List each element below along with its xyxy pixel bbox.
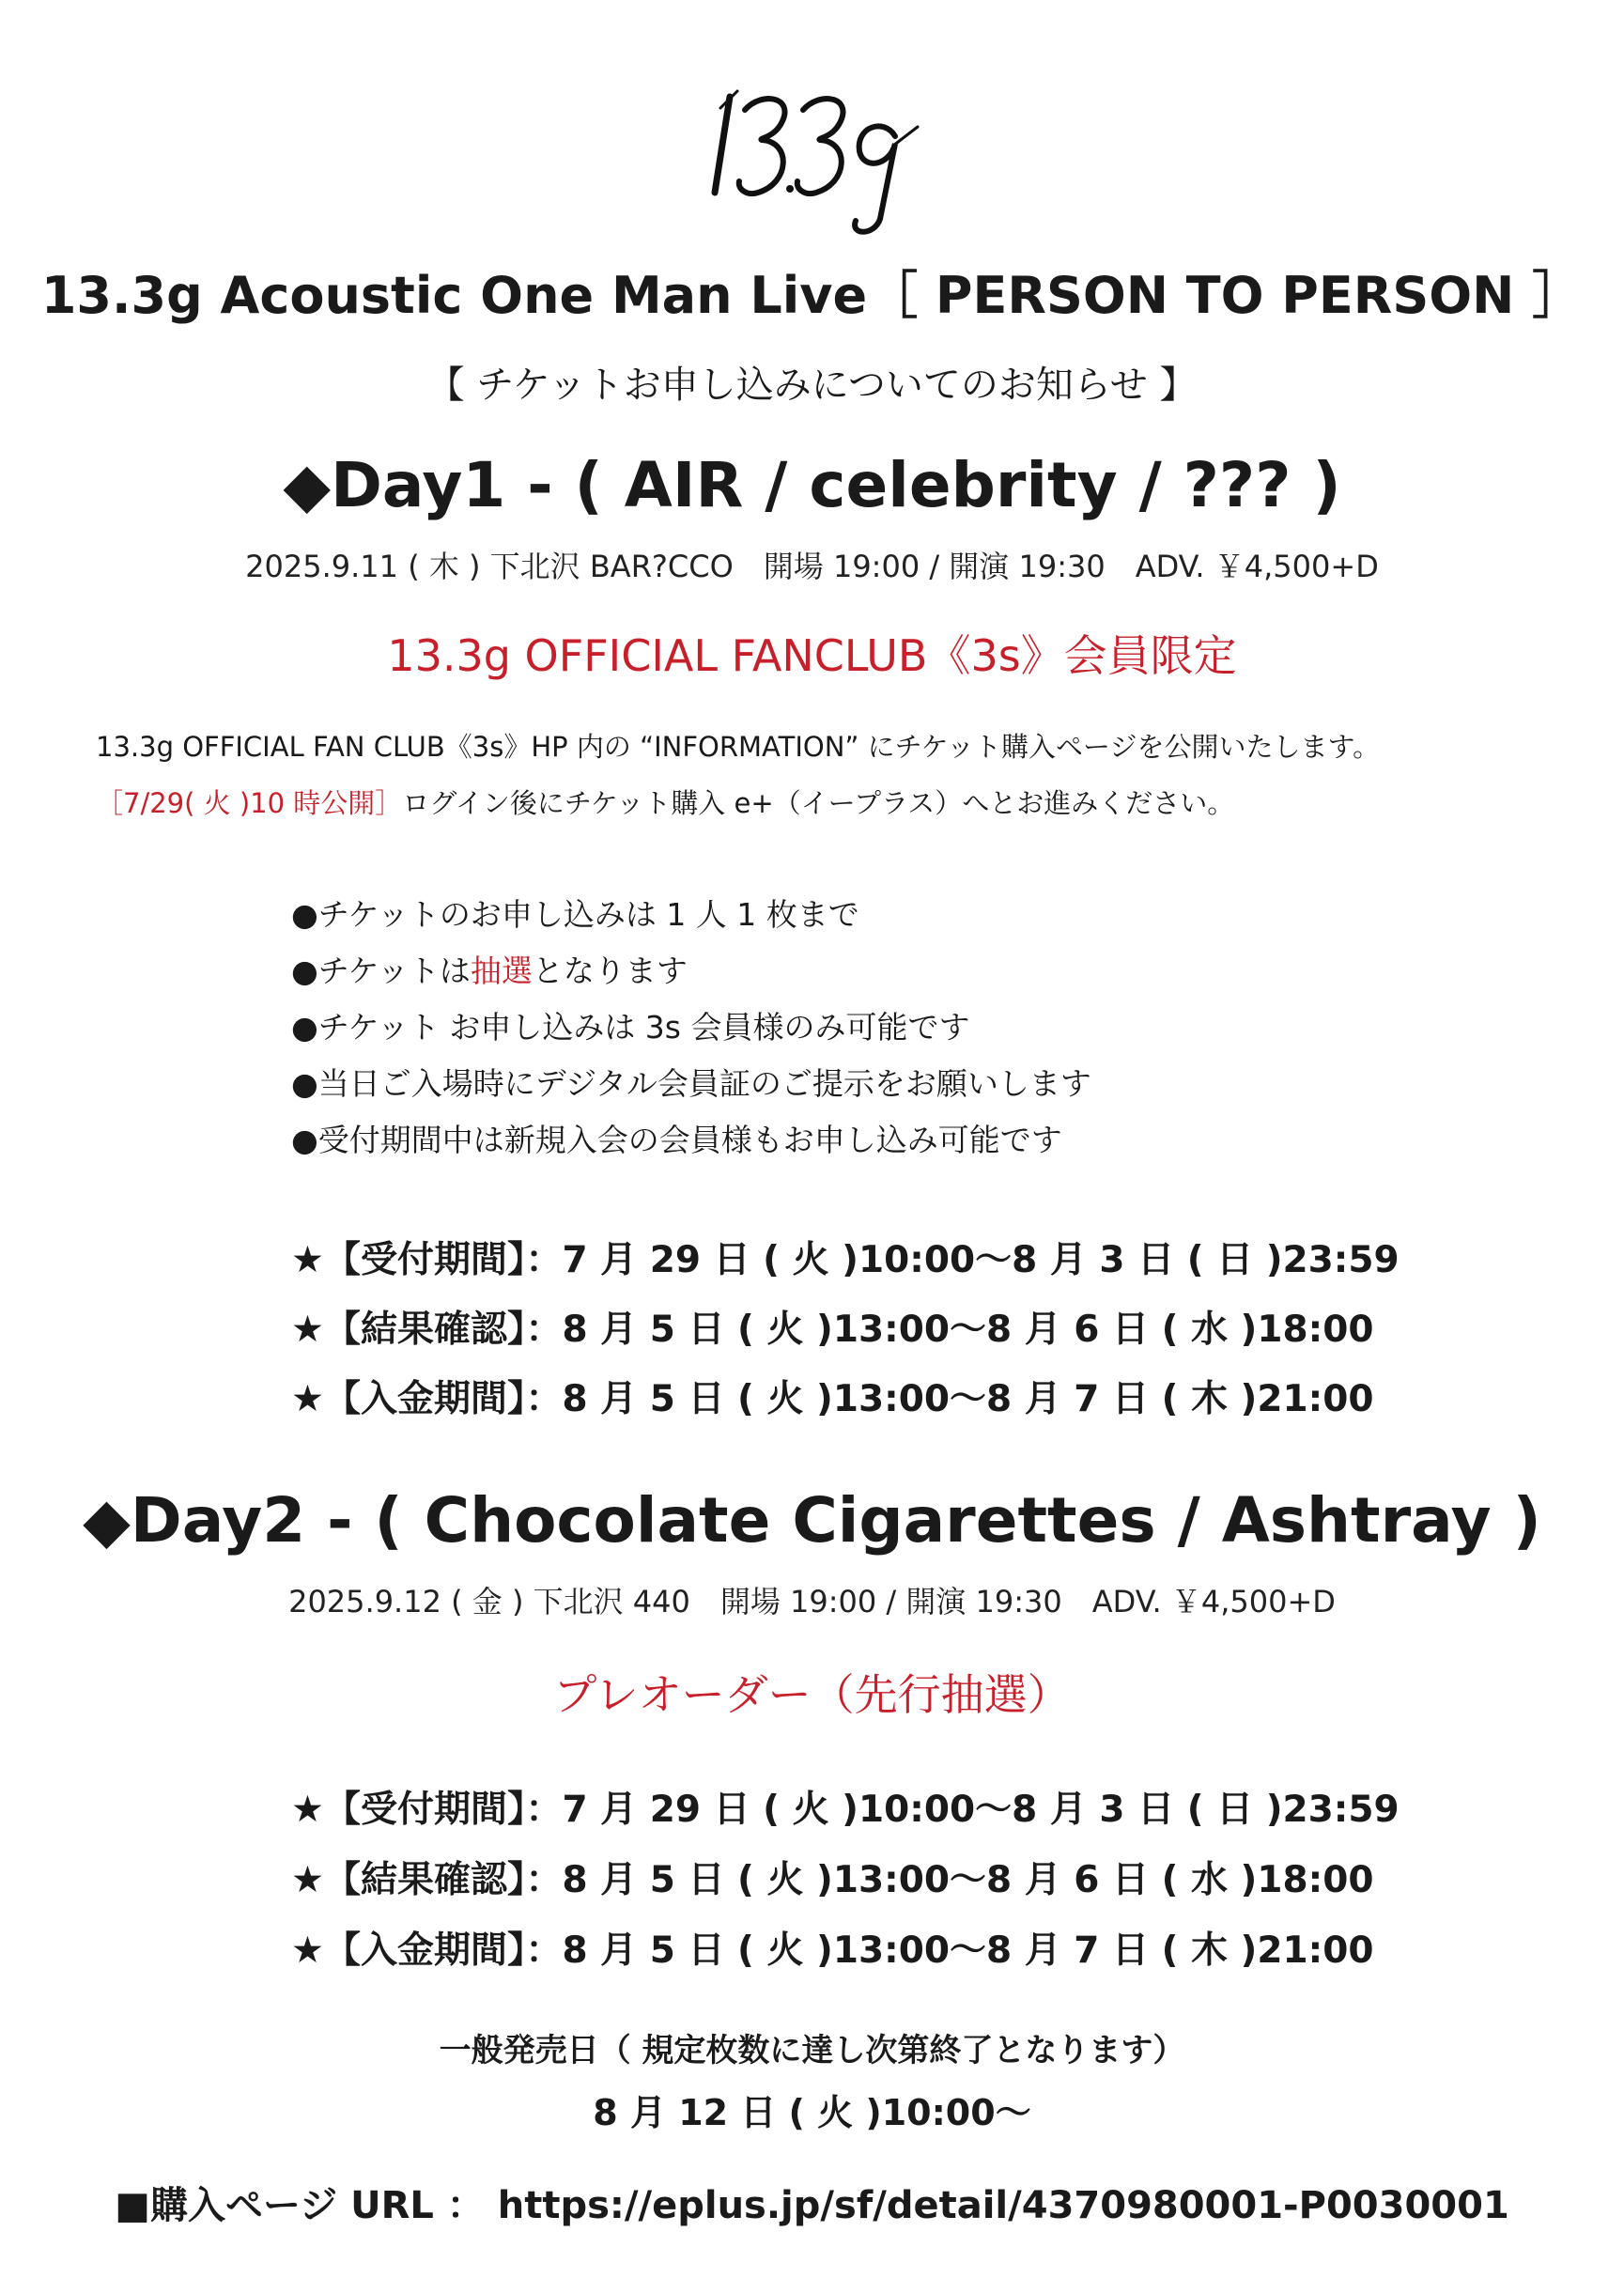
- general-sale-date: 8 月 12 日 ( 火 )10:00〜: [593, 2092, 1031, 2133]
- schedule-row: ★【受付期間】：7 月 29 日 ( 火 )10:00〜8 月 3 日 ( 日 )23:59: [291, 1239, 1400, 1281]
- day1-heading: ◆Day1 - ( AIR / celebrity / ??? ): [283, 449, 1341, 521]
- bullet-text: となります: [532, 953, 688, 989]
- page-title: 13.3g Acoustic One Man Live［ PERSON TO PERSON ］: [40, 266, 1584, 325]
- lottery-highlight: 抽選: [470, 953, 533, 989]
- day2-detail: 2025.9.12 ( 金 ) 下北沢 440 開場 19:00 / 開演 19:30 ADV. ￥4,500+D: [288, 1584, 1336, 1619]
- bullet-item: ●チケットのお申し込みは 1 人 1 枚まで: [291, 896, 859, 933]
- day1-info-line1: 13.3g OFFICIAL FAN CLUB《3s》HP 内の “INFORMATION” にチケット購入ページを公開いたします。: [96, 731, 1381, 763]
- purchase-url[interactable]: ■購入ページ URL ： https://eplus.jp/sf/detail/4370980001-P0030001: [115, 2184, 1509, 2227]
- schedule-row: ★【入金期間】：8 月 5 日 ( 火 )13:00〜8 月 7 日 ( 木 )21:00: [291, 1929, 1374, 1972]
- logo: [0, 52, 1624, 240]
- bullet-text: ●チケットは: [291, 953, 471, 989]
- bullet-item: ●チケット お申し込みは 3s 会員様のみ可能です: [291, 1009, 970, 1046]
- schedule-row: ★【結果確認】：8 月 5 日 ( 火 )13:00〜8 月 6 日 ( 水 )18:00: [291, 1309, 1374, 1351]
- bullet-item-lottery: [291, 947, 688, 991]
- day1-info-line2: [96, 783, 1234, 821]
- schedule-row: ★【入金期間】：8 月 5 日 ( 火 )13:00〜8 月 7 日 ( 木 )21:00: [291, 1378, 1374, 1420]
- login-instruction: ログイン後にチケット購入 e+（イープラス）へとお進みください。: [402, 787, 1235, 819]
- day2-preorder-label: プレオーダー（先行抽選）: [553, 1669, 1071, 1720]
- day1-fanclub-label: 13.3g OFFICIAL FANCLUB《3s》会員限定: [387, 630, 1237, 681]
- bullet-item: ●受付期間中は新規入会の会員様もお申し込み可能です: [291, 1122, 1062, 1158]
- page-subtitle: 【 チケットお申し込みについてのお知らせ 】: [426, 364, 1198, 407]
- day1-detail: 2025.9.11 ( 木 ) 下北沢 BAR?CCO 開場 19:00 / 開演 19:30 ADV. ￥4,500+D: [245, 549, 1379, 584]
- release-date-note: ［7/29( 火 )10 時公開］: [96, 787, 403, 819]
- schedule-row: ★【結果確認】：8 月 5 日 ( 火 )13:00〜8 月 6 日 ( 水 )18:00: [291, 1859, 1374, 1901]
- day2-heading: ◆Day2 - ( Chocolate Cigarettes / Ashtray ): [83, 1484, 1541, 1557]
- bullet-item: ●当日ご入場時にデジタル会員証のご提示をお願いします: [291, 1065, 1091, 1102]
- general-sale-note: 一般発売日（ 規定枚数に達し次第終了となります）: [439, 2032, 1185, 2069]
- logo-mark: [672, 52, 953, 240]
- schedule-row: ★【受付期間】：7 月 29 日 ( 火 )10:00〜8 月 3 日 ( 日 )23:59: [291, 1789, 1400, 1831]
